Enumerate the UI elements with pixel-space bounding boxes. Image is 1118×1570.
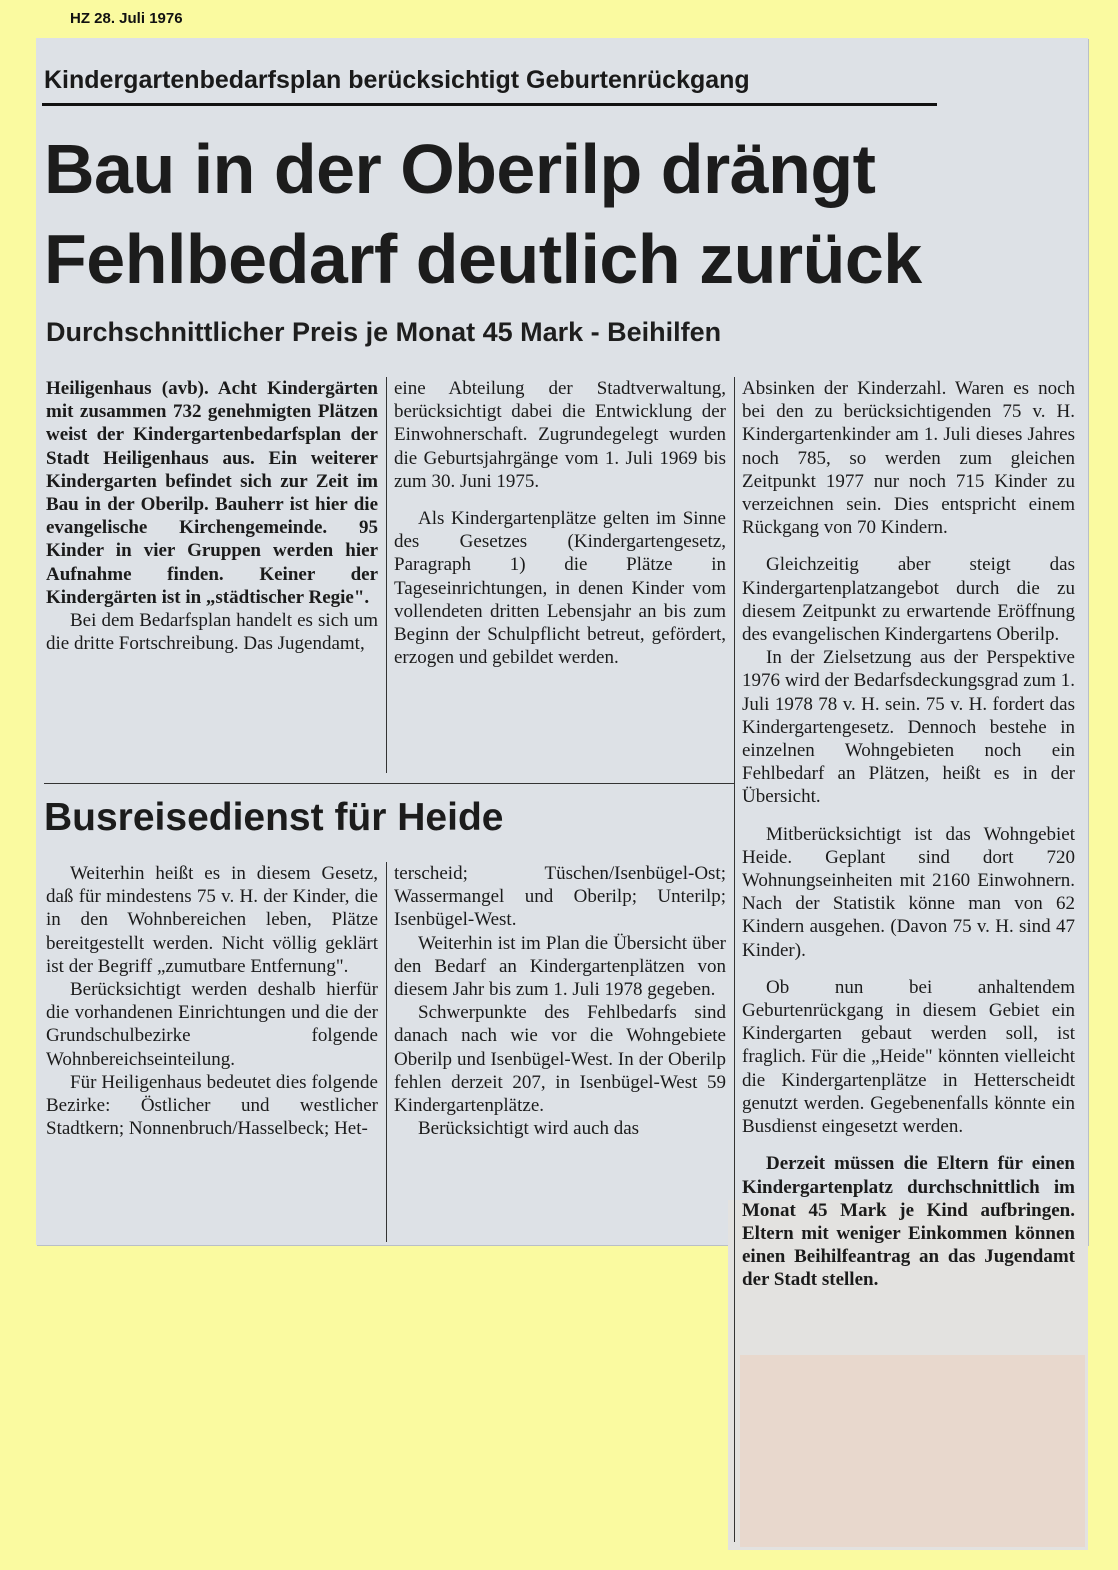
article2-column-1 xyxy=(46,862,378,1140)
paragraph: Weiterhin heißt es in diesem Gesetz, daß für mindestens 75 v. H. der Kinder, die in den Wohnbereichen leben, Plätze bereitgestellt werden. Nicht völlig geklärt ist der Begriff „zumutbare Entfernung". xyxy=(46,863,378,977)
column-divider xyxy=(734,377,735,1542)
paragraph: Mitberücksichtigt ist das Wohngebiet Heide. Geplant sind dort 720 Wohnungseinheiten mit 2160 Einwohnern. Nach der Statistik könne man von 62 Kindern ausgehen. (Davon 75 v. H. sind 47 Kinder). xyxy=(742,823,1075,961)
subhead: Busreisedienst für Heide xyxy=(44,796,504,839)
paragraph: Weiterhin ist im Plan die Übersicht über den Bedarf an Kindergartenplätzen von diesem Jahr bis zum 1. Juli 1978 gegeben. xyxy=(394,932,726,1001)
article2-column-2 xyxy=(394,862,726,1140)
paragraph: Für Heiligenhaus bedeutet dies folgende Bezirke: Östlicher und westlicher Stadtkern; Nonnenbruch/Hasselbeck; Het- xyxy=(46,1071,378,1140)
article-column-3 xyxy=(742,377,1075,1292)
paragraph: Absinken der Kinderzahl. Waren es noch bei den zu berücksichtigenden 75 v. H. Kindergartenkinder am 1. Juli dieses Jahres noch 785, so werden zum gleichen Zeitpunkt 1977 nur noch 715 Kinder zu verzeichnen sein. Dies entspricht einem Rückgang von 70 Kindern. xyxy=(742,378,1075,539)
kicker-rule xyxy=(42,103,937,106)
kicker-line: Kindergartenbedarfsplan berücksichtigt Geburtenrückgang xyxy=(44,66,750,94)
article-divider xyxy=(44,783,734,784)
source-note: HZ 28. Juli 1976 xyxy=(70,10,183,27)
paragraph: eine Abteilung der Stadtverwaltung, berücksichtigt dabei die Entwicklung der Einwohnerschaft. Zugrundegelegt wurden die Geburtsjahrgänge vom 1. Juli 1969 bis zum 30. Juni 1975. xyxy=(394,378,726,492)
clipping-stain xyxy=(740,1355,1085,1547)
headline-line-1: Bau in der Oberilp drängt xyxy=(44,130,876,208)
paragraph: Ob nun bei anhaltendem Geburtenrückgang in diesem Gebiet ein Kindergarten gebaut werden soll, ist fraglich. Für die „Heide" könnten vielleicht die Kindergartenplätze in Hetterscheidt genutzt werden. Gegebenenfalls könnte ein Busdienst eingesetzt werden. xyxy=(742,976,1075,1138)
headline xyxy=(44,124,922,304)
paragraph: Bei dem Bedarfsplan handelt es sich um die dritte Fortschreibung. Das Jugendamt, xyxy=(46,610,378,655)
column-divider xyxy=(386,862,387,1242)
paragraph: Gleichzeitig aber steigt das Kindergartenplatzangebot durch die zu diesem Zeitpunkt zu erwartende Eröffnung des evangelischen Kindergartens Oberilp. xyxy=(742,554,1075,646)
article1-column-2 xyxy=(394,377,726,669)
paragraph: Berücksichtigt werden deshalb hierfür die vorhandenen Einrichtungen und die der Grundschulbezirke folgende Wohnbereichseinteilung. xyxy=(46,979,378,1070)
deck: Durchschnittlicher Preis je Monat 45 Mark - Beihilfen xyxy=(46,317,722,347)
column-divider xyxy=(386,377,387,773)
paragraph: Heiligenhaus (avb). Acht Kindergärten mit zusammen 732 genehmigten Plätzen weist der Kindergartenbedarfsplan der Stadt Heiligenhaus aus. Ein weiterer Kindergarten befindet sich zur Zeit im Bau in der Oberilp. Bauherr ist hier die evangelische Kirchengemeinde. 95 Kinder in vier Gruppen werden hier Aufnahme finden. Keiner der Kindergärten ist in „städtischer Regie". xyxy=(46,378,378,608)
closing-paragraph: Derzeit müssen die Eltern für einen Kindergartenplatz durchschnittlich im Monat 45 Mark je Kind aufbringen. Eltern mit weniger Einkommen können einen Beihilfeantrag an das Jugendamt der Stadt stellen. xyxy=(742,1153,1075,1291)
paragraph: terscheid; Tüschen/Isenbügel-Ost; Wassermangel und Oberilp; Unterilp; Isenbügel-West. xyxy=(394,863,726,931)
article1-column-1 xyxy=(46,377,378,655)
paragraph: In der Zielsetzung aus der Perspektive 1976 wird der Bedarfsdeckungsgrad zum 1. Juli 1978 78 v. H. sein. 75 v. H. fordert das Kindergartengesetz. Dennoch bestehe in einzelnen Wohngebieten noch ein Fehlbedarf an Plätzen, heißt es in der Übersicht. xyxy=(742,647,1075,808)
headline-line-2: Fehlbedarf deutlich zurück xyxy=(44,220,922,298)
paragraph: Als Kindergartenplätze gelten im Sinne des Gesetzes (Kindergartengesetz, Paragraph 1) die Plätze in Tageseinrichtungen, in denen Kinder vom vollendeten dritten Lebensjahr an bis zum Beginn der Schulpflicht betreut, gefördert, erzogen und gebildet werden. xyxy=(394,508,726,669)
paragraph: Schwerpunkte des Fehlbedarfs sind danach nach wie vor die Wohngebiete Oberilp und Isenbügel-West. In der Oberilp fehlen derzeit 207, in Isenbügel-West 59 Kindergartenplätze. xyxy=(394,1002,726,1117)
paragraph: Berücksichtigt wird auch das xyxy=(418,1118,640,1140)
